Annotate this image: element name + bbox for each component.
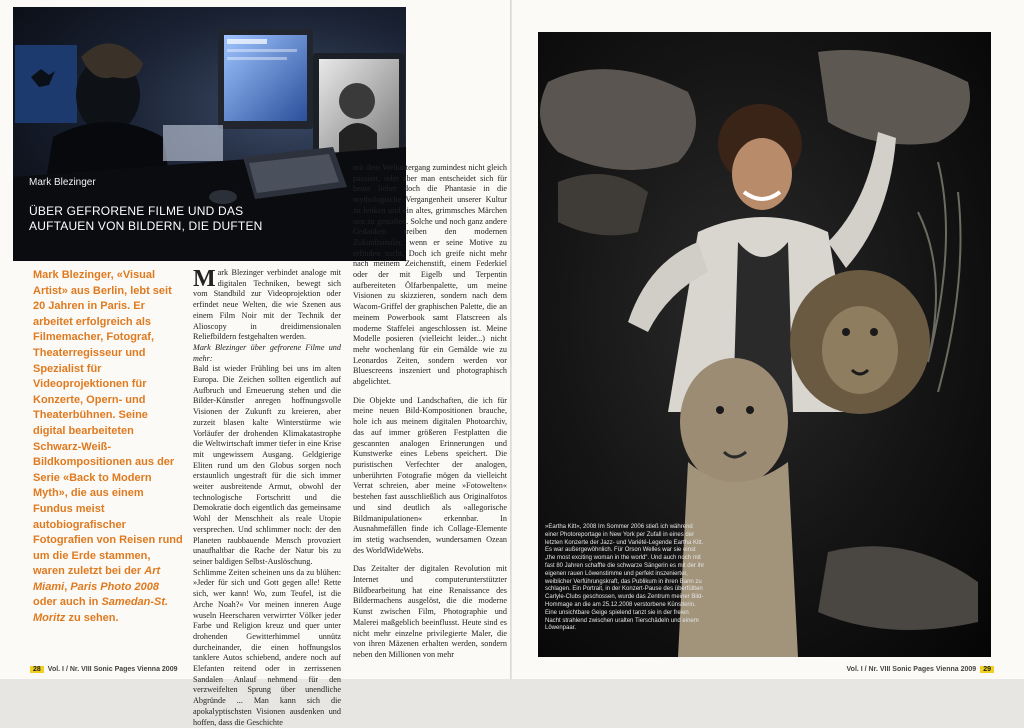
page-number: 28 <box>30 666 44 673</box>
article-paragraph <box>193 268 341 343</box>
article-paragraph: mit dem Weltuntergang zumindest nicht gleich passiert, oder aber man entscheidet sich für heute lieber doch die Phantasie in die mythologische Vergangenheit unserer Kultur zu lenken und ein altes, grimmsches Märchen neu zu gestalten. Solche und noch ganz andere Gedanken treiben den modernen Zukunftsmaler, wenn er seine Motive zu erfinden sucht. Doch ich greife nicht mehr nach meinem Zeichenstift, einem Federkiel oder der mit Eigelb und Terpentin aufbereiteten Ölfarbenpalette, um meine Visionen zu skizzieren, sondern nach dem Wacom-Griffel der graphischen Palette, die an meinem Powerbook samt Flatscreen als moderne Staffelei angeschlossen ist. Meine Modelle posieren (vielleicht leider...) nicht mehr wochenlang für ein Gemälde wie zu Leonardos Zeiten, sondern werden vor Bluescreens inszeniert und photographisch abgelichtet. <box>353 163 507 387</box>
intro-text-1: Mark Blezinger, «Visual Artist» aus Berlin, lebt seit 20 Jahren in Paris. Er arbeitet erfolgreich als Filmemacher, Fotograf, Theaterregisseur und Spezialist für Videoprojektionen für Konzerte, Opern- und Theaterbühnen. Seine digital bearbeiteten Schwarz-Weiß-Bildkompositionen aus der Serie «Back to Modern Myth», die aus einem Fundus meist autobiografischer Fotografien von Reisen rund um die Erde stammen, waren zuletzt bei der <box>33 269 183 578</box>
right-footer <box>847 666 994 673</box>
footer-text: Vol. I / Nr. VIII Sonic Pages Vienna 2009 <box>846 666 977 673</box>
article-paragraph: Das Zeitalter der digitalen Revolution mit Internet und computerunterstützter Bildbearbeitung hat eine Renaissance des Bildermachens ausgelöst, die die moderne Kunst zwischen Film, Photographie und Malerei maßgeblich beeinflusst. Heute sind es nicht mehr einzelne privilegierte Maler, die von ihren Mäzenen erhalten werden, sondern neben den Millionen von mehr <box>353 564 507 659</box>
article-paragraph: Bald ist wieder Frühling bei uns im alten Europa. Die Zeichen sollten eigentlich auf Aufbruch und Erneuerung stehen und die Bilder-Künstler anregen hoffnungsvolle Visionen der Zukunft zu kreieren, aber zurzeit blasen kalte Winterstürme wie Vorläufer der drohenden Klimakatastrophe die Weltwirtschaft immer tiefer in eine Krise mit ungewissem Ausgang. Geldgierige Eliten rund um den Globus sorgen noch erstaunlich ungestraft für die sich immer weiter ausbreitende Armut, obwohl der technologische Fortschritt und die Demokratie doch eigentlich das gemeinsame Wohl der Menschheit als reale Utopie versprechen. Und schlimmer noch: der den Planeten raubbauende Mensch provoziert unaufhaltbar die Rache der Natur bis zu seiner baldigen Selbst-Auslöschung. <box>193 364 341 566</box>
article-column-2 <box>353 163 507 669</box>
drop-cap: M <box>193 266 216 292</box>
left-page <box>0 0 512 727</box>
studio-photo <box>13 7 406 261</box>
intro-separator: , <box>64 580 71 593</box>
article-title: ÜBER GEFRORENE FILME UND DAS AUFTAUEN VON BILDERN, DIE DUFTEN <box>29 204 263 233</box>
intro-paragraph <box>33 268 183 627</box>
right-page <box>512 0 1024 679</box>
article-column-1 <box>193 266 341 727</box>
intro-text-2: oder auch in <box>33 596 102 609</box>
footer-text: Vol. I / Nr. VIII Sonic Pages Vienna 2009 <box>47 666 178 673</box>
intro-italic-samedan: Samedan-St. Moritz <box>33 596 169 625</box>
photo-caption: »Eartha Kitt«, 2008 Im Sommer 2006 stieß ich während einer Photoreportage in New York per Zufall in eines der letzten Konzerte der Jazz- und Variété-Legende Eartha Kitt. Es war außergewöhnlich. Für Orson Welles war sie einst „the most exciting woman in the world“. Und auch noch mit fast 80 Jahren schaffte die schwarze Sängerin es mit der ihr eigenen rauen Löwenstimme und perfekt inszenierter, weiblicher Verführungskraft, das Publikum in ihren Bann zu schlagen. Ein Portrait, in der Konzert-Pause des überfüllten Carlyle-Clubs geschossen, wurde das Zentrum meiner Bild-Hommage an die am 25.12.2008 verstorbene Künstlerin. Eine unsichtbare Geige spielend tanzt sie in der freien Nacht strahlend zwischen uralten Tierschädeln und einem Löwenpaar. <box>545 524 705 632</box>
question-text: Mark Blezinger über gefrorene Filme und mehr: <box>193 342 341 363</box>
paragraph-text: ark Blezinger verbindet analoge mit digitalen Techniken, bewegt sich vom Standbild zur Videoprojektion oder erfindet neue Welten, die wie Szenen aus einem Film Noir mit der Technik der Alioscopy in dreidimensionalen Reliefbildern festgehalten werden. <box>193 268 341 342</box>
article-paragraph: Die Objekte und Landschaften, die ich für meine neuen Bild-Kompositionen brauche, hole ich aus meinem digitalen Photoarchiv, das auf immer größeren Festplatten die gescannten analogen Erinnerungen und Kunstwerke eines Lebens speichert. Die puristischen Verfechter der analogen, unberührten Fotografie mögen da vielleicht Verrat schreien, aber meine »Fotowelten« bestehen fast ausschließlich aus Originalfotos und sind deutlich als »allegorische Bildmanipulationen« erkennbar. In Ausnahmefällen finde ich Collage-Elemente im stetig wachsenden, wundersamen Ozean des WorldWideWebs. <box>353 395 507 555</box>
article-paragraph: Schlimme Zeiten scheinen uns da zu blühen: »Jeder für sich und Gott gegen alle! Rette sich, wer kann! Wo, zum Teufel, ist die Arche Noah?« Vor meinen inneren Auge wuseln Heerscharen verwirrter Völker jeder Farbe und Religion kreuz und quer unter drohenden Gewitterhimmel unnütz durcheinander, die einen hoffnungslos tanklere Autos schiebend, andere noch auf Elefanten reitend oder in zerrissenen Sandalen Anlauf nehmend für den verzweifelten Sprung über unendliche Abgründe ... Man kann sich die apokalyptischsten Visionen ausdenken und hoffen, dass die Geschichte <box>193 567 341 727</box>
intro-italic-art-miami: Art Miami <box>33 565 161 593</box>
article-question <box>193 343 341 364</box>
intro-text-3: zu sehen. <box>65 612 119 625</box>
left-footer <box>30 666 177 673</box>
page-number: 29 <box>980 666 994 673</box>
photo-caption-name: Mark Blezinger <box>29 177 96 188</box>
eartha-kitt-photo <box>538 32 991 657</box>
intro-italic-paris-photo: Paris Photo 2008 <box>70 580 159 593</box>
